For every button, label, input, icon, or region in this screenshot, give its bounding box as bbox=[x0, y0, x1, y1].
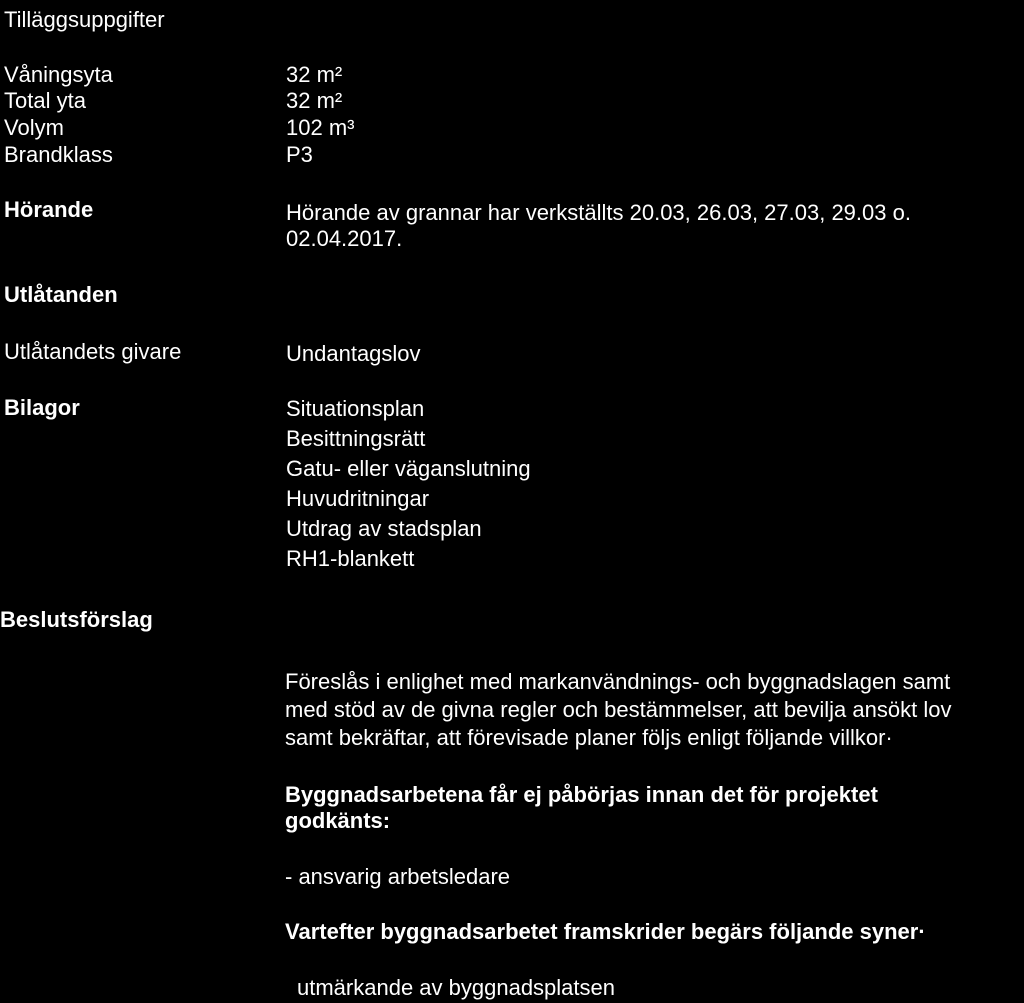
label-total-yta: Total yta bbox=[4, 88, 86, 113]
horande-line-2: 02.04.2017. bbox=[286, 226, 403, 251]
value-volym: 102 m³ bbox=[286, 115, 355, 140]
condition-heading-line: Byggnadsarbetena får ej påbörjas innan det för projektet bbox=[285, 782, 878, 807]
label-beslutsforslag: Beslutsförslag bbox=[0, 607, 153, 632]
bilagor-item: Situationsplan bbox=[286, 396, 425, 421]
decision-paragraph-line: samt bekräftar, att förevisade planer följs enligt följande villkor· bbox=[285, 725, 893, 750]
label-utlatanden: Utlåtanden bbox=[4, 282, 118, 307]
value-brandklass: P3 bbox=[286, 142, 313, 167]
horande-line-1: Hörande av grannar har verkställts 20.03, 26.03, 27.03, 29.03 o. bbox=[286, 200, 911, 225]
label-volym: Volym bbox=[4, 115, 64, 140]
inspection-item: utmärkande av byggnadsplatsen bbox=[297, 975, 615, 1000]
decision-paragraph-line: Föreslås i enlighet med markanvändnings- och byggnadslagen samt bbox=[285, 669, 951, 694]
label-brandklass: Brandklass bbox=[4, 142, 113, 167]
condition-item: - ansvarig arbetsledare bbox=[285, 864, 511, 889]
bilagor-item: RH1-blankett bbox=[286, 546, 415, 571]
value-utlatandets-givare: Undantagslov bbox=[286, 341, 421, 366]
bilagor-item: Gatu- eller väganslutning bbox=[286, 456, 531, 481]
bilagor-item: Utdrag av stadsplan bbox=[286, 516, 482, 541]
decision-paragraph-line: med stöd av de givna regler och bestämmelser, att bevilja ansökt lov bbox=[285, 697, 952, 722]
label-utlatandets-givare: Utlåtandets givare bbox=[4, 339, 182, 364]
label-vaningsyta: Våningsyta bbox=[4, 62, 113, 87]
bilagor-item: Besittningsrätt bbox=[286, 426, 426, 451]
label-bilagor: Bilagor bbox=[4, 395, 80, 420]
label-horande: Hörande bbox=[4, 197, 94, 222]
inspection-heading: Vartefter byggnadsarbetet framskrider begärs följande syner· bbox=[285, 919, 926, 944]
value-vaningsyta: 32 m² bbox=[286, 62, 343, 87]
value-total-yta: 32 m² bbox=[286, 88, 343, 113]
section-title: Tilläggsuppgifter bbox=[4, 7, 165, 32]
bilagor-item: Huvudritningar bbox=[286, 486, 430, 511]
condition-heading-line: godkänts: bbox=[285, 808, 391, 833]
